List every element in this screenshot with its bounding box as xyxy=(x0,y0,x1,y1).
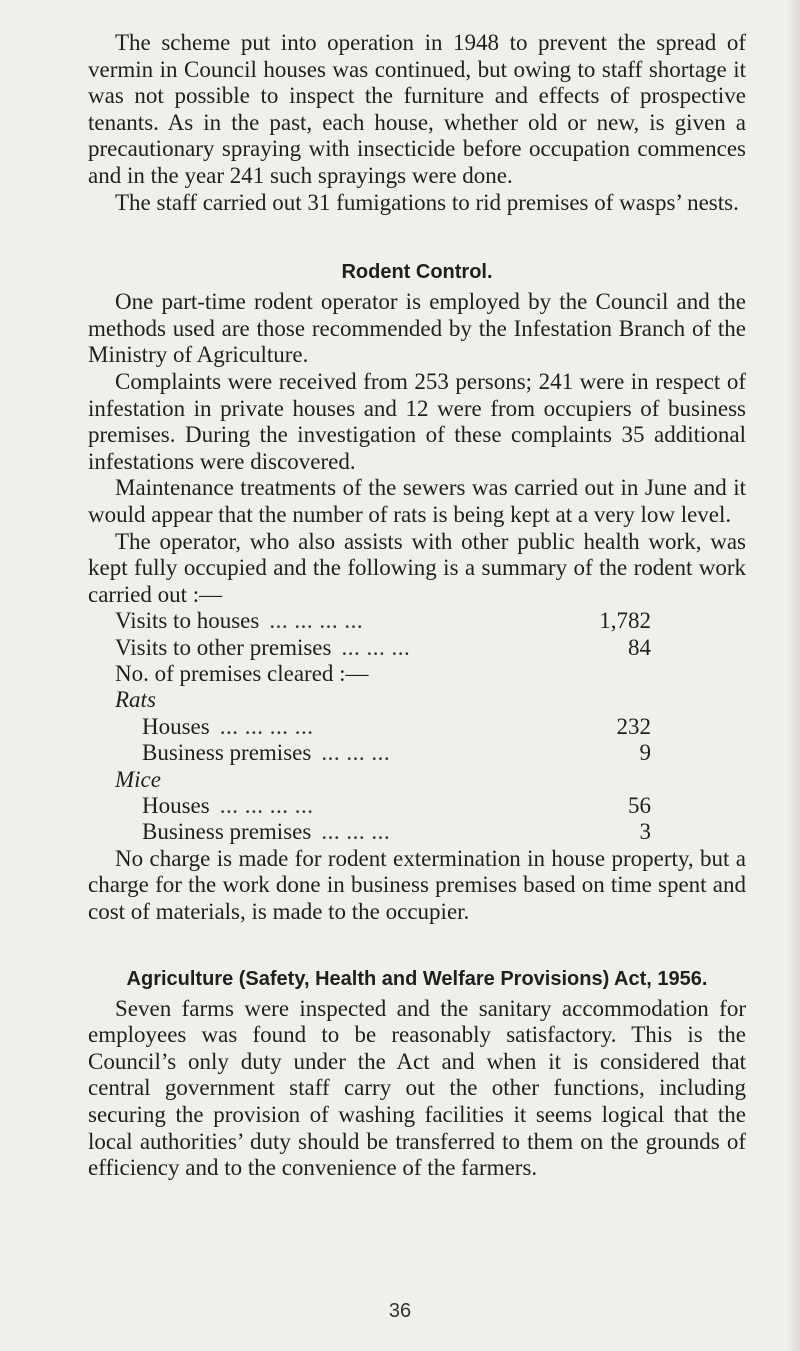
row-value: 3 xyxy=(639,819,651,845)
rodent-paragraph-2: Complaints were received from 253 persons; 241 were in respect of infestation in private houses and 12 were from occupiers of business premises. During the investigation of these complaints 35 additional infestations were discovered. xyxy=(88,368,746,474)
rodent-control-heading: Rodent Control. xyxy=(341,261,493,284)
row-value: 232 xyxy=(616,713,651,739)
summary-row-mice-houses xyxy=(115,793,651,819)
row-label: Visits to other premises xyxy=(115,634,332,660)
summary-row-rats-houses xyxy=(115,714,651,740)
summary-row-rats-business xyxy=(115,740,651,766)
leader-dots: ... ... ... xyxy=(321,740,391,766)
row-label: Business premises xyxy=(142,819,312,845)
row-label: Business premises xyxy=(142,740,312,766)
text-column xyxy=(88,30,746,1182)
rodent-paragraph-4: The operator, who also assists with other public health work, was kept fully occupied and the following is a summary of the rodent work carried out :— xyxy=(88,528,746,607)
row-value: 9 xyxy=(639,740,651,766)
row-value: 56 xyxy=(628,793,651,819)
summary-row-premises-cleared xyxy=(115,661,651,687)
row-value: 1,782 xyxy=(599,608,651,634)
row-label: Visits to houses xyxy=(115,608,260,634)
intro-paragraph-2: The staff carried out 31 fumigations to rid premises of wasps’ nests. xyxy=(115,189,739,215)
summary-row-visits-houses xyxy=(115,608,651,634)
page-number: 36 xyxy=(388,1300,412,1322)
page-edge-shadow xyxy=(786,0,800,1351)
row-value: 84 xyxy=(628,634,651,660)
summary-row-mice-business xyxy=(115,819,651,845)
rodent-work-summary xyxy=(115,608,651,846)
row-label: Houses xyxy=(142,713,210,739)
mice-subheading: Mice xyxy=(115,766,161,792)
leader-dots: ... ... ... xyxy=(321,819,391,845)
leader-dots: ... ... ... ... xyxy=(269,608,364,634)
row-label: No. of premises cleared :— xyxy=(115,661,369,687)
agriculture-act-heading: Agriculture (Safety, Health and Welfare Provisions) Act, 1956. xyxy=(126,967,708,990)
summary-row-visits-other xyxy=(115,635,651,661)
rodent-closing-paragraph: No charge is made for rodent extermination in house property, but a charge for the work done in business premises based on time spent and cost of materials, is made to the occupier. xyxy=(88,845,746,924)
rats-subheading: Rats xyxy=(115,687,156,713)
intro-paragraph-1: The scheme put into operation in 1948 to prevent the spread of vermin in Council houses was continued, but owing to staff shortage it was not possible to inspect the furniture and effects of prospective tenants. As in the past, each house, whether old or new, is given a precautionary spraying with insecticide before occupation commences and in the year 241 such sprayings were done. xyxy=(88,30,746,188)
leader-dots: ... ... ... xyxy=(341,634,411,660)
leader-dots: ... ... ... ... xyxy=(219,793,314,819)
row-label: Houses xyxy=(142,793,210,819)
rodent-paragraph-1: One part-time rodent operator is employed by the Council and the methods used are those recommended by the Infestation Branch of the Ministry of Agriculture. xyxy=(88,289,746,368)
leader-dots: ... ... ... ... xyxy=(219,713,314,739)
agriculture-paragraph: Seven farms were inspected and the sanitary accommodation for employees was found to be reasonably satisfactory. This is the Council’s only duty under the Act and when it is considered that central government staff carry out the other functions, including securing the provision of washing facilities it seems logical that the local authorities’ duty should be transferred to them on the grounds of efficiency and to the convenience of the farmers. xyxy=(88,995,746,1181)
rodent-paragraph-3: Maintenance treatments of the sewers was carried out in June and it would appear that the number of rats is being kept at a very low level. xyxy=(88,475,746,527)
